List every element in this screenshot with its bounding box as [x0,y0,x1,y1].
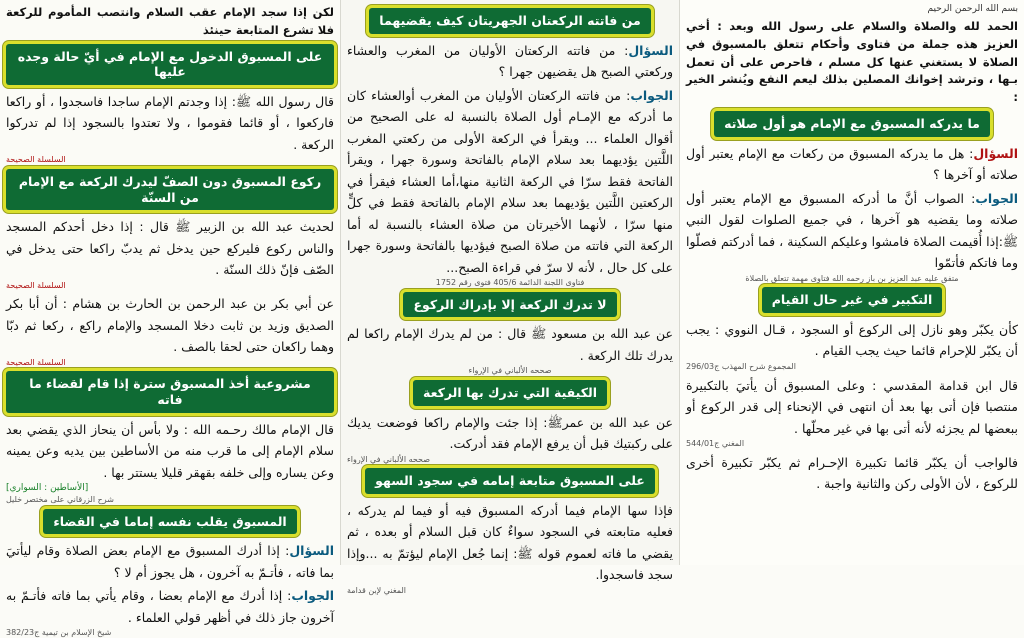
body-paragraph: لحديث عبد الله بن الزبير ﷺ قال : إذا دخل أحدكم المسجد والناس ركوع فليركع حين يدخل ثم يدبّ راكعا حتى يدخل في الصّف فإنّ ذلك السنّة . [6,219,334,278]
body-paragraph: كأن يكبّر وهو نازل إلى الركوع أو السجود ، قـال النووي : يجب أن يكبّر للإحرام قائما حيث يجب القيام . [686,321,1018,359]
question-text: : إذا أدرك المسبوق مع الإمام بعض الصلاة وقام ليأتيَ بما فاته ، فأتـمّ به آخرون ، هل يجوز أم لا ؟ [6,543,334,580]
section-heading: التكبير في غير حال القيام [762,287,942,313]
source-reference: المغني ج544/01 [686,439,745,448]
section-heading: المسبوق يقلب نفسه إماما في القضاء [43,509,296,535]
question-label: السؤال [973,145,1018,161]
body-paragraph: عن أبي بكر بن عبد الرحمن بن الحارث بن هشام : أن أبا بكر الصديق وزيد بن ثابت دخلا المسجد والإمام راكع ، ركعا ثم دبّا وهما راكعان حتى لحقا بالصف . [6,296,334,355]
answer-label: الجواب [630,87,673,103]
answer-text: : إذا أدرك مع الإمام بعضا ، وقام يأتي بما فاته فأتـمّ به آخرون جاز ذلك في أظهر قولي العلماء . [6,588,334,625]
answer-text: : الصواب أنَّ ما أدركه المسبوق مع الإمام يعتبر أول صلاته وما يقضيه هو آخرها ، في جميع الصلوات لقول النبي ﷺ:إذا أُقيمت الصلاة فامشوا وعليكم السكينة ، فما أدركتم فصلّوا وما فاتكم فأتمّوا [686,190,1018,271]
section-heading: على المسبوق الدخول مع الإمام في أيّ حالة وجده عليها [6,44,334,85]
source-reference: فتاوى اللجنة الدائمة 405/6 فتوى رقم 1752 [435,278,585,288]
question-paragraph [347,40,673,83]
section-heading: على المسبوق متابعة إمامه في سجود السهو [365,468,655,494]
section-heading: لا تدرك الركعة إلا بإدراك الركوع [403,292,616,318]
answer-label: الجواب [975,190,1018,206]
section-heading: ركوع المسبوق دون الصفّ ليدرك الركعة مع الإمام من السنّة [6,169,334,210]
section-heading: ما يدركه المسبوق مع الإمام هو أول صلاته [714,111,990,137]
question-label: السؤال [289,543,334,559]
intro-paragraph: لكن إذا سجد الإمام عقب السلام وانتصب المأموم للركعة فلا تشرع المتابعة حينئذ [6,5,334,37]
body-paragraph: قال الإمام مالك رحـمه الله : ولا بأس أن ينحاز الذي يقضي بعد سلام الإمام إلى ما قرب منه من الأساطين بين يديه وعن يمينه وعن يساره وإلى خلفه بقهقر قليلا يستتر بها . [6,421,334,480]
column-left [0,0,340,638]
source-reference: متفق عليه عبد العزيز بن باز رحمه الله فتاوى مهمة تتعلق بالصلاة [745,273,959,283]
answer-label: الجواب [291,588,334,604]
body-paragraph: عن عبد الله بن مسعود ﷺ قال : من لم يدرك الإمام راكعا لم يدرك تلك الركعة . [347,326,673,363]
source-reference: صححه الألباني في الإرواء [347,454,430,464]
basmala: بسم الله الرحمن الرحيم [927,4,1018,14]
section-heading: من فاتته الركعتان الجهريتان كيف يقضيهما [369,8,650,34]
column-middle [340,0,680,595]
answer-paragraph [6,585,334,628]
question-text: : هل ما يدركه المسبوق من ركعات مع الإمام يعتبر أول صلاته أو آخرها ؟ [686,145,1018,183]
question-label: السؤال [628,42,673,58]
source-reference: السلسلة الصحيحة [6,280,66,290]
source-reference: صححه الألباني في الإرواء [468,366,552,376]
question-text: : من فاتته الركعتان الأوليان من المغرب والعشاء وركعتي الصبح هل يقضيهن جهرا ؟ [347,42,673,80]
body-paragraph: فإذا سها الإمام فيما أدركه المسبوق فيه أو فيما لم يدركه ، فعليه متابعته في السجود سواءٌ كان قبل السلام أو بعده ، ثم يقضي ما فاته لعموم قوله ﷺ: إنما جُعل الإمام ليؤتمّ به ...وإذا سجد فاسجدوا. [347,502,673,583]
question-paragraph [6,540,334,583]
source-reference: المجموع شرح المهذب ج296/03 [686,361,796,371]
body-paragraph: عن عبد الله بن عمرﷺ: إذا جئت والإمام راكعا فوضعت يديك على ركبتيك قبل أن يرفع الإمام فقد أدركت. [347,414,673,452]
section-heading: الكيفية التي تدرك بها الركعة [413,380,607,406]
section-heading: مشروعية أخذ المسبوق سترة إذا قام لقضاء ما فاته [6,371,334,412]
body-paragraph: فالواجب أن يكبّر قائما تكبيرة الإحـرام ثم يكبّر تكبيرة أخرى للركوع ، لأن الأولى ركن والثانية واجبة . [686,454,1018,492]
gloss-note: [الأساطين : السواري] [6,483,89,494]
source-reference: السلسلة الصحيحة [6,155,66,165]
question-paragraph [686,143,1018,186]
body-paragraph: قال ابن قدامة المقدسي : وعلى المسبوق أن يأتيَ بالتكبيرة منتصبا فإن أتى بها بعد أن انتهى في الإنحناء إلى قدر الركوع أو ببعضها لم يجزئه لأنه أتى بها في غير محلّها . [686,377,1018,436]
answer-paragraph [347,85,673,279]
source-reference: المغني لإبن قدامة [347,585,407,595]
answer-paragraph [686,188,1018,274]
answer-text: : من فاتته الركعتان الأوليان من المغرب أوالعشاء كان ما أدركه مع الإمـام أول الصلاة بالنسبة له على الصحيح من أقوال العلماء ... ويقرأ في الركعة الأولى من ركعتي المغرب اللَّتين يؤديهما بعد سلام الإمام بالفاتحة وسورة جهرا ، ويقرأ الفاتحة فقط سرّا في الركعة الثانية منها،أما العشاء فيقرأ في الركعتين اللَّتين يؤديهما بعد سلام الإمام بالفاتحة فقط في كلٍّ منها سرّا ، لأنهما الأخيرتان من صلاة العشاء بالنسبة له أما الركعة التي فاتته من صلاة الصبح فيؤديها بالفاتحة وسورة جهرا على كل حال ، لأنه لا سرّ في قراءة الصبح... [347,87,673,275]
source-reference: شرح الزرقاني على مختصر خليل [6,494,114,504]
body-paragraph: قال رسول الله ﷺ: إذا وجدتم الإمام ساجدا فاسجدوا ، أو راكعا فاركعوا ، أو قائما فقوموا ، ولا تعتدوا بالسجود إذا لم تدركوا الركعة . [6,93,334,152]
source-reference: السلسلة الصحيحة [6,357,66,367]
source-reference: شيخ الإسلام بن تيمية ج382/23 [6,628,112,638]
intro-paragraph: الحمد لله والصلاة والسلام على رسول الله وبعد : أخي العزيز هذه جملة من فتاوى وأحكام تتعلق بالمسبوق في الصلاة لا يستغني عنها كل مسلم ، فاحرص على أن تعمل بـها ، وترشد إخوانك المصلين بذلك ليعم النفع ويُنشر الخير : [686,19,1018,105]
column-right [680,0,1024,565]
